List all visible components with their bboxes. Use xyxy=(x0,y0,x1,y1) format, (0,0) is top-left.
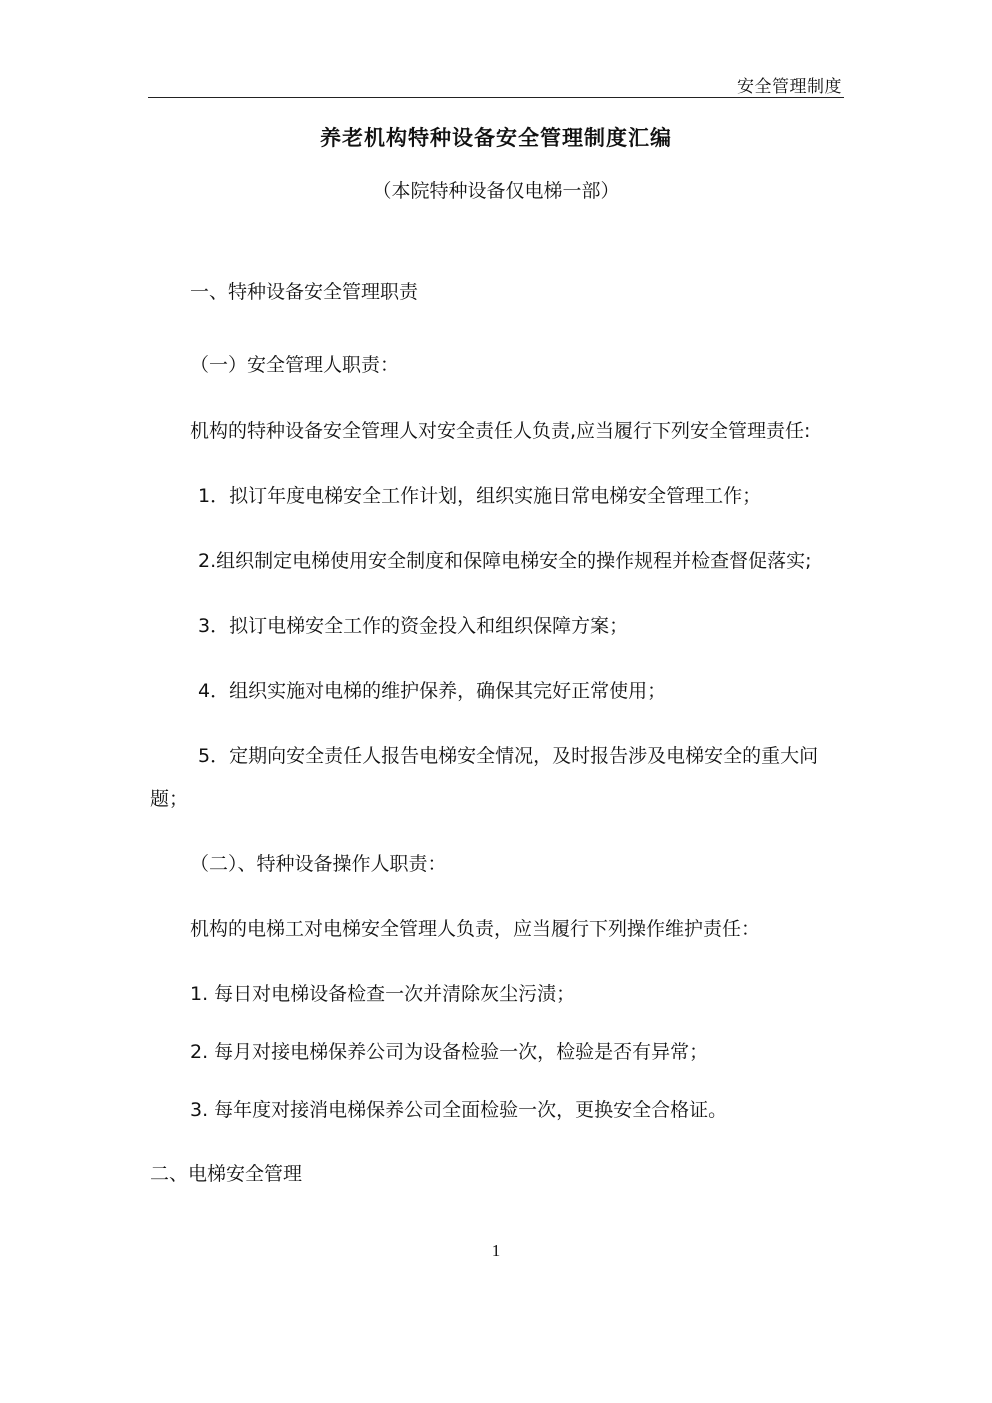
list-item: 5．定期向安全责任人报告电梯安全情况，及时报告涉及电梯安全的重大问 xyxy=(198,745,819,767)
document-title: 养老机构特种设备安全管理制度汇编 xyxy=(320,126,672,150)
list-item: 1．拟订年度电梯安全工作计划，组织实施日常电梯安全管理工作； xyxy=(198,485,762,507)
list-item: 2. 每月对接电梯保养公司为设备检验一次，检验是否有异常； xyxy=(190,1041,709,1063)
list-item: 2.组织制定电梯使用安全制度和保障电梯安全的操作规程并检查督促落实; xyxy=(198,550,812,572)
list-item-continuation: 题； xyxy=(150,788,189,810)
subsection-2-intro: 机构的电梯工对电梯安全管理人负责，应当履行下列操作维护责任： xyxy=(190,918,761,940)
list-item: 4．组织实施对电梯的维护保养，确保其完好正常使用； xyxy=(198,680,667,702)
subsection-1-heading: （一）安全管理人职责： xyxy=(190,354,400,376)
list-item: 3. 每年度对接消电梯保养公司全面检验一次，更换安全合格证。 xyxy=(190,1099,728,1121)
page-number: 1 xyxy=(491,1241,501,1260)
page-header-text: 安全管理制度 xyxy=(737,77,842,97)
header-divider xyxy=(148,97,844,98)
list-item: 1. 每日对电梯设备检查一次并清除灰尘污渍； xyxy=(190,983,576,1005)
list-item: 3．拟订电梯安全工作的资金投入和组织保障方案； xyxy=(198,615,629,637)
document-subtitle: （本院特种设备仅电梯一部） xyxy=(372,180,620,202)
section-2-heading: 二、电梯安全管理 xyxy=(150,1163,303,1185)
subsection-2-heading: （二）、特种设备操作人职责： xyxy=(190,853,447,875)
section-1-heading: 一、特种设备安全管理职责 xyxy=(190,281,419,303)
subsection-1-intro: 机构的特种设备安全管理人对安全责任人负责,应当履行下列安全管理责任: xyxy=(190,420,811,442)
